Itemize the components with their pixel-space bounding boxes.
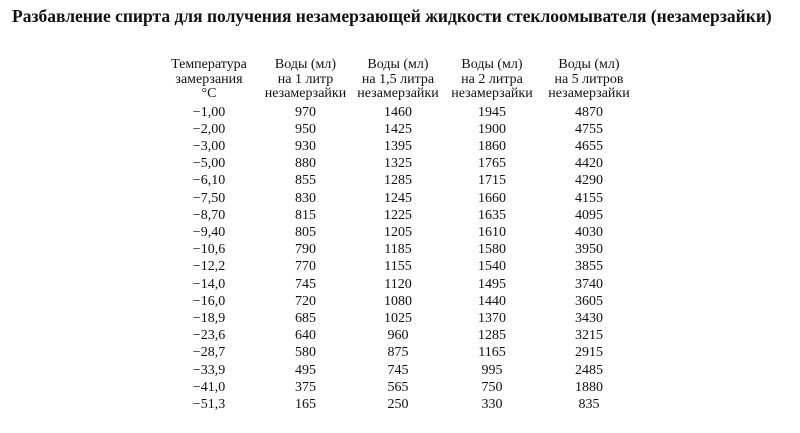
cell-water-1l: 165 <box>295 396 316 412</box>
cell-water-1-5l: 1205 <box>384 224 412 240</box>
header-line: Воды (мл) <box>558 57 620 72</box>
cell-water-5l: 4755 <box>575 121 603 137</box>
cell-water-5l: 4870 <box>575 104 603 120</box>
header-water-5l <box>541 58 637 104</box>
cell-temperature: −10,6 <box>192 242 226 258</box>
table-row <box>160 327 637 344</box>
cell-water-1l: 805 <box>295 224 316 240</box>
cell-temperature: −9,40 <box>192 224 226 240</box>
cell-water-1-5l: 1325 <box>384 156 412 172</box>
cell-water-1l: 685 <box>295 310 316 326</box>
page-title: Разбавление спирта для получения незамерзающей жидкости стеклоомывателя (незамерзайки) <box>12 6 772 26</box>
cell-water-1l: 495 <box>295 362 316 378</box>
cell-water-1-5l: 565 <box>387 379 409 395</box>
cell-temperature: −5,00 <box>192 156 226 172</box>
header-line: незамерзайки <box>451 86 533 101</box>
cell-water-1-5l: 1285 <box>384 173 412 189</box>
cell-water-2l: 1370 <box>478 310 506 326</box>
cell-water-1l: 970 <box>295 104 316 120</box>
cell-temperature: −33,9 <box>192 362 226 378</box>
header-water-2l <box>443 58 541 104</box>
cell-water-2l: 1540 <box>478 259 506 275</box>
table-row <box>160 207 637 224</box>
dilution-table <box>160 58 637 413</box>
cell-water-5l: 2485 <box>575 362 603 378</box>
cell-water-2l: 1635 <box>478 207 506 223</box>
cell-water-5l: 4290 <box>575 173 603 189</box>
table-row <box>160 138 637 155</box>
cell-water-5l: 4655 <box>575 138 603 154</box>
cell-water-1-5l: 1245 <box>384 190 412 206</box>
table-row <box>160 379 637 396</box>
cell-water-5l: 4420 <box>575 156 603 172</box>
table-row <box>160 241 637 258</box>
cell-water-1-5l: 960 <box>387 328 409 344</box>
table-row <box>160 258 637 275</box>
cell-water-1l: 720 <box>295 293 316 309</box>
table-header-row <box>160 58 637 104</box>
cell-temperature: −8,70 <box>192 207 226 223</box>
cell-water-2l: 330 <box>481 396 503 412</box>
cell-water-2l: 1715 <box>478 173 506 189</box>
cell-water-1-5l: 250 <box>387 396 409 412</box>
cell-water-2l: 1765 <box>478 156 506 172</box>
cell-water-1l: 855 <box>295 173 316 189</box>
header-line: Температура <box>171 57 247 72</box>
cell-temperature: −16,0 <box>192 293 226 309</box>
cell-temperature: −23,6 <box>192 328 226 344</box>
cell-water-5l: 3430 <box>575 310 603 326</box>
table-body <box>160 104 637 414</box>
cell-temperature: −18,9 <box>192 310 226 326</box>
table-row <box>160 155 637 172</box>
cell-water-1-5l: 1155 <box>384 259 412 275</box>
header-line: Воды (мл) <box>461 57 523 72</box>
cell-water-5l: 4030 <box>575 224 603 240</box>
cell-temperature: −7,50 <box>192 190 226 206</box>
cell-water-1-5l: 1120 <box>384 276 412 292</box>
table-row <box>160 310 637 327</box>
cell-water-1-5l: 1425 <box>384 121 412 137</box>
cell-water-2l: 1860 <box>478 138 506 154</box>
cell-water-1l: 880 <box>295 156 316 172</box>
cell-temperature: −51,3 <box>192 396 226 412</box>
header-temperature <box>160 58 258 104</box>
header-water-1l <box>258 58 353 104</box>
cell-water-2l: 1495 <box>478 276 506 292</box>
cell-temperature: −6,10 <box>192 173 226 189</box>
cell-temperature: −28,7 <box>192 345 226 361</box>
table-row <box>160 224 637 241</box>
cell-water-1l: 745 <box>295 276 316 292</box>
cell-temperature: −3,00 <box>192 138 226 154</box>
table-row <box>160 362 637 379</box>
cell-water-1-5l: 1080 <box>384 293 412 309</box>
cell-water-1l: 375 <box>295 379 316 395</box>
cell-water-2l: 1900 <box>478 121 506 137</box>
cell-water-1-5l: 745 <box>387 362 409 378</box>
header-line: незамерзайки <box>548 86 630 101</box>
header-line: на 2 литра <box>461 71 523 87</box>
cell-water-5l: 4095 <box>575 207 603 223</box>
header-line: Воды (мл) <box>274 57 337 72</box>
cell-temperature: −41,0 <box>192 379 226 395</box>
table-row <box>160 190 637 207</box>
cell-water-1l: 815 <box>295 207 316 223</box>
table-row <box>160 396 637 413</box>
cell-water-1-5l: 1395 <box>384 138 412 154</box>
cell-water-2l: 1945 <box>478 104 506 120</box>
cell-water-1l: 770 <box>295 259 316 275</box>
header-line: на 1 литр <box>277 71 334 87</box>
table-row <box>160 172 637 189</box>
table-row <box>160 293 637 310</box>
cell-water-5l: 3740 <box>575 276 603 292</box>
table-row <box>160 344 637 361</box>
cell-water-1l: 790 <box>295 242 316 258</box>
cell-water-5l: 3605 <box>575 293 603 309</box>
cell-water-2l: 1440 <box>478 293 506 309</box>
cell-water-2l: 995 <box>481 362 503 378</box>
cell-water-5l: 3215 <box>575 328 603 344</box>
cell-water-2l: 1165 <box>478 345 506 361</box>
cell-water-1-5l: 1225 <box>384 207 412 223</box>
cell-water-2l: 750 <box>481 379 503 395</box>
cell-temperature: −14,0 <box>192 276 226 292</box>
cell-temperature: −12,2 <box>192 259 226 275</box>
header-line: на 1,5 литра <box>361 71 435 87</box>
header-water-1-5l <box>353 58 443 104</box>
cell-water-5l: 2915 <box>575 345 603 361</box>
cell-water-1l: 950 <box>295 121 316 137</box>
cell-temperature: −2,00 <box>192 121 226 137</box>
cell-water-5l: 4155 <box>575 190 603 206</box>
cell-water-5l: 1880 <box>575 379 603 395</box>
cell-water-1-5l: 1185 <box>384 242 412 258</box>
cell-water-5l: 3855 <box>575 259 603 275</box>
header-line: °C <box>201 86 217 101</box>
cell-water-5l: 835 <box>578 396 600 412</box>
table-row <box>160 121 637 138</box>
cell-water-1-5l: 875 <box>387 345 409 361</box>
cell-water-1l: 640 <box>295 328 316 344</box>
cell-temperature: −1,00 <box>192 104 226 120</box>
cell-water-2l: 1285 <box>478 328 506 344</box>
cell-water-2l: 1610 <box>478 224 506 240</box>
cell-water-2l: 1580 <box>478 242 506 258</box>
cell-water-1l: 580 <box>295 345 316 361</box>
header-line: незамерзайки <box>357 86 439 101</box>
header-line: на 5 литров <box>554 71 624 87</box>
header-line: незамерзайки <box>264 86 347 101</box>
cell-water-1-5l: 1460 <box>384 104 412 120</box>
header-line: замерзания <box>175 71 243 87</box>
cell-water-1l: 930 <box>295 138 316 154</box>
header-line: Воды (мл) <box>367 57 429 72</box>
cell-water-1l: 830 <box>295 190 316 206</box>
cell-water-2l: 1660 <box>478 190 506 206</box>
cell-water-5l: 3950 <box>575 242 603 258</box>
cell-water-1-5l: 1025 <box>384 310 412 326</box>
table-row <box>160 276 637 293</box>
table-row <box>160 104 637 121</box>
